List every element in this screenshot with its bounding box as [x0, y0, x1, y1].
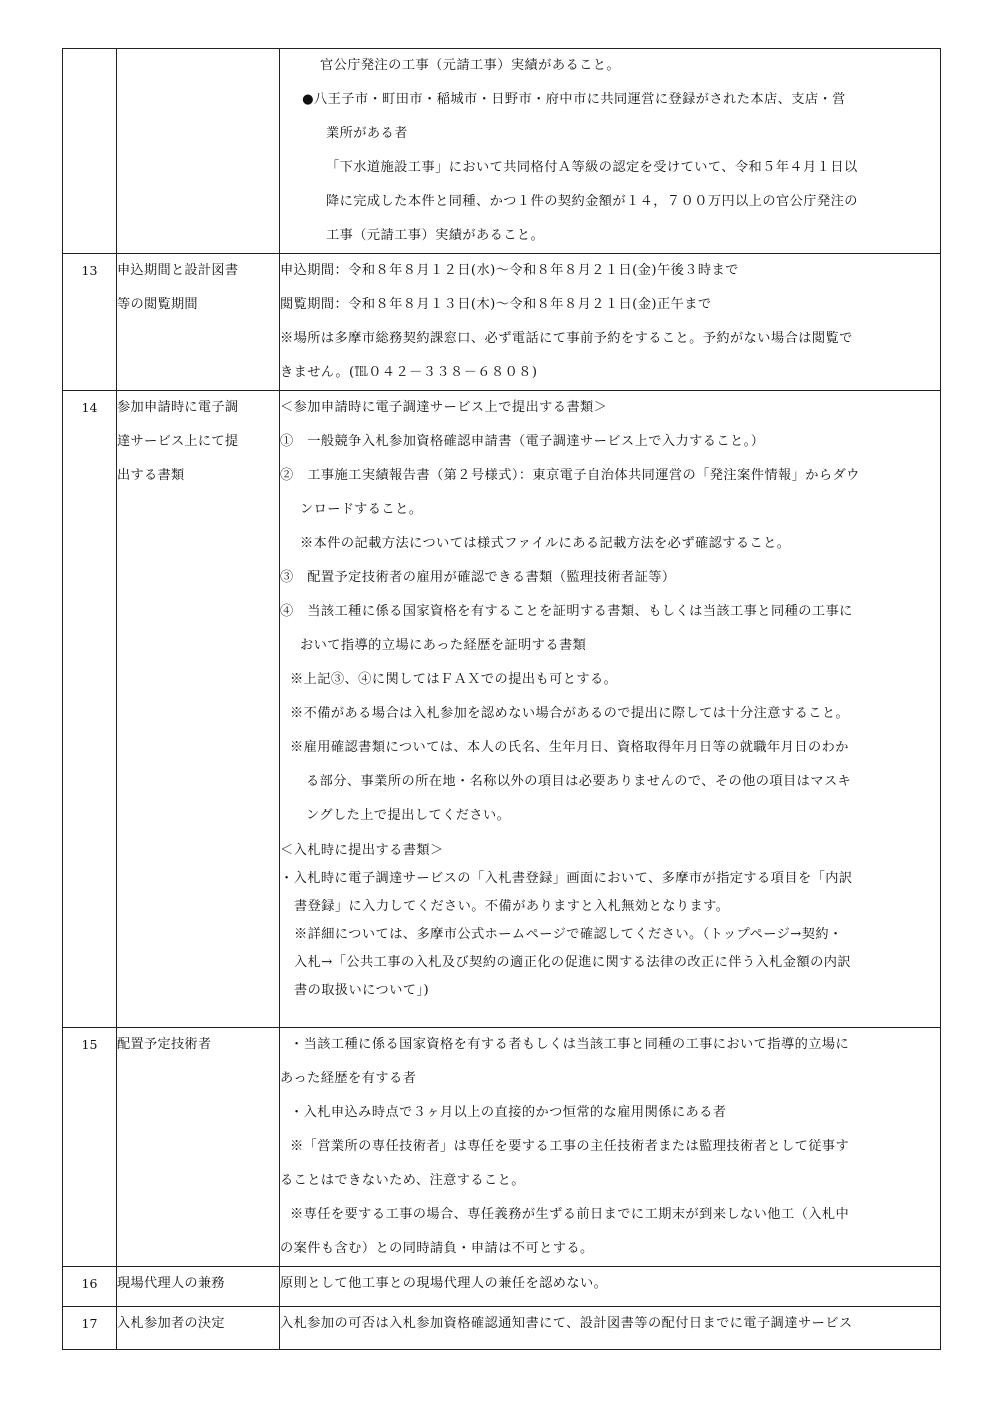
content-line: ※場所は多摩市総務契約課窓口、必ず電話にて事前予約をすること。予約がない場合は閲覧で: [280, 331, 853, 346]
row-content: [280, 1307, 941, 1350]
table-row-13: [63, 254, 941, 391]
row-label: [117, 254, 280, 391]
row-label-line: 達サービス上にて提: [117, 434, 239, 449]
content-line: ※「営業所の専任技術者」は専任を要する工事の主任技術者または監理技術者として従事す: [290, 1139, 850, 1154]
content-line: 工事（元請工事）実績があること。: [326, 228, 545, 243]
row-content: [280, 391, 941, 1028]
row-label: [117, 1267, 280, 1307]
content-line: おいて指導的立場にあった経歴を証明する書類: [300, 638, 587, 653]
content-line: ・入札時に電子調達サービスの「入札書登録」画面において、多摩市が指定する項目を「内訳: [280, 871, 853, 886]
content-line: 「下水道施設工事」において共同格付Ａ等級の認定を受けていて、令和５年４月１日以: [326, 160, 858, 175]
row-content: [280, 49, 941, 254]
content-line: の案件も含む）との同時請負・申請は不可とする。: [280, 1241, 594, 1256]
content-line: る部分、事業所の所在地・名称以外の項目は必要ありませんので、その他の項目はマスキ: [306, 774, 852, 789]
table-row-15: [63, 1028, 941, 1267]
row-content: [280, 1028, 941, 1267]
row-label-line: 出する書類: [117, 468, 185, 483]
content-line: 入札→「公共工事の入札及び契約の適正化の促進に関する法律の改正に伴う入札金額の内訳: [294, 955, 851, 970]
content-line: ＜入札時に提出する書類＞: [280, 843, 444, 858]
content-line: 原則として他工事との現場代理人の兼任を認めない。: [280, 1276, 608, 1291]
content-line: 降に完成した本件と同種、かつ１件の契約金額が１４，７００万円以上の官公庁発注の: [326, 194, 858, 209]
content-line: 申込期間：令和８年８月１２日(水)～令和８年８月２１日(金)午後３時まで: [280, 263, 739, 278]
content-line: 閲覧期間：令和８年８月１３日(木)～令和８年８月２１日(金)正午まで: [280, 297, 712, 312]
content-line: ※不備がある場合は入札参加を認めない場合があるので提出に際しては十分注意すること。: [290, 706, 850, 721]
table-row-continued: [63, 49, 941, 254]
content-line: ③ 配置予定技術者の雇用が確認できる書類（監理技術者証等）: [280, 570, 676, 585]
content-line: きません。(℡０４２－３３８－６８０８): [280, 365, 538, 380]
content-line: 業所がある者: [326, 126, 408, 141]
content-line: ・当該工種に係る国家資格を有する者もしくは当該工事と同種の工事において指導的立場に: [290, 1037, 850, 1052]
content-line: ることはできないため、注意すること。: [280, 1173, 525, 1188]
row-content: [280, 1267, 941, 1307]
conditions-table: [62, 48, 941, 1350]
content-line: 官公庁発注の工事（元請工事）実績があること。: [320, 58, 621, 73]
content-line: ＜参加申請時に電子調達サービス上で提出する書類＞: [280, 400, 608, 415]
content-line: ※雇用確認書類については、本人の氏名、生年月日、資格取得年月日等の就職年月日のわか: [290, 740, 849, 755]
content-line: ※詳細については、多摩市公式ホームページで確認してください。（トップページ→契約・: [294, 927, 843, 942]
row-number: 16: [63, 1267, 117, 1307]
content-line: ンロードすること。: [300, 502, 423, 517]
content-line: 書登録」に入力してください。不備がありますと入札無効となります。: [294, 899, 730, 914]
content-line: あった経歴を有する者: [280, 1071, 417, 1086]
row-number: [63, 49, 117, 254]
row-label: [117, 391, 280, 1028]
row-label-line: 配置予定技術者: [117, 1037, 212, 1052]
row-label-line: 等の閲覧期間: [117, 297, 198, 312]
content-line: ※本件の記載方法については様式ファイルにある記載方法を必ず確認すること。: [300, 536, 791, 551]
row-label: [117, 1307, 280, 1350]
content-line: ④ 当該工種に係る国家資格を有することを証明する書類、もしくは当該工事と同種の工事に: [280, 604, 853, 619]
content-line: ングした上で提出してください。: [306, 808, 511, 823]
content-line: ② 工事施工実績報告書（第２号様式）：東京電子自治体共同運営の「発注案件情報」からダウ: [280, 468, 860, 483]
row-number: 17: [63, 1307, 117, 1350]
row-label-line: 参加申請時に電子調: [117, 400, 239, 415]
content-line: 書の取扱いについて」): [294, 983, 430, 998]
row-label: [117, 1028, 280, 1267]
table-row-17: [63, 1307, 941, 1350]
table-row-16: [63, 1267, 941, 1307]
row-content: [280, 254, 941, 391]
row-number: 15: [63, 1028, 117, 1267]
content-line: ・入札申込み時点で３ヶ月以上の直接的かつ恒常的な雇用関係にある者: [290, 1105, 727, 1120]
row-label: [117, 49, 280, 254]
row-number: 13: [63, 254, 117, 391]
content-line: ※上記③、④に関してはＦＡＸでの提出も可とする。: [290, 672, 618, 687]
content-line: 入札参加の可否は入札参加資格確認通知書にて、設計図書等の配付日までに電子調達サービス: [280, 1316, 853, 1331]
row-label-line: 申込期間と設計図書: [117, 263, 239, 278]
content-line: ●八王子市・町田市・稲城市・日野市・府中市に共同運営に登録がされた本店、支店・営: [302, 92, 846, 107]
content-line: ① 一般競争入札参加資格確認申請書（電子調達サービス上で入力すること。）: [280, 434, 765, 449]
row-label-line: 入札参加者の決定: [117, 1316, 225, 1331]
row-number: 14: [63, 391, 117, 1028]
content-line: ※専任を要する工事の場合、専任義務が生ずる前日までに工期末が到来しない他工（入札中: [290, 1207, 850, 1222]
row-label-line: 現場代理人の兼務: [117, 1276, 225, 1291]
table-row-14: [63, 391, 941, 1028]
